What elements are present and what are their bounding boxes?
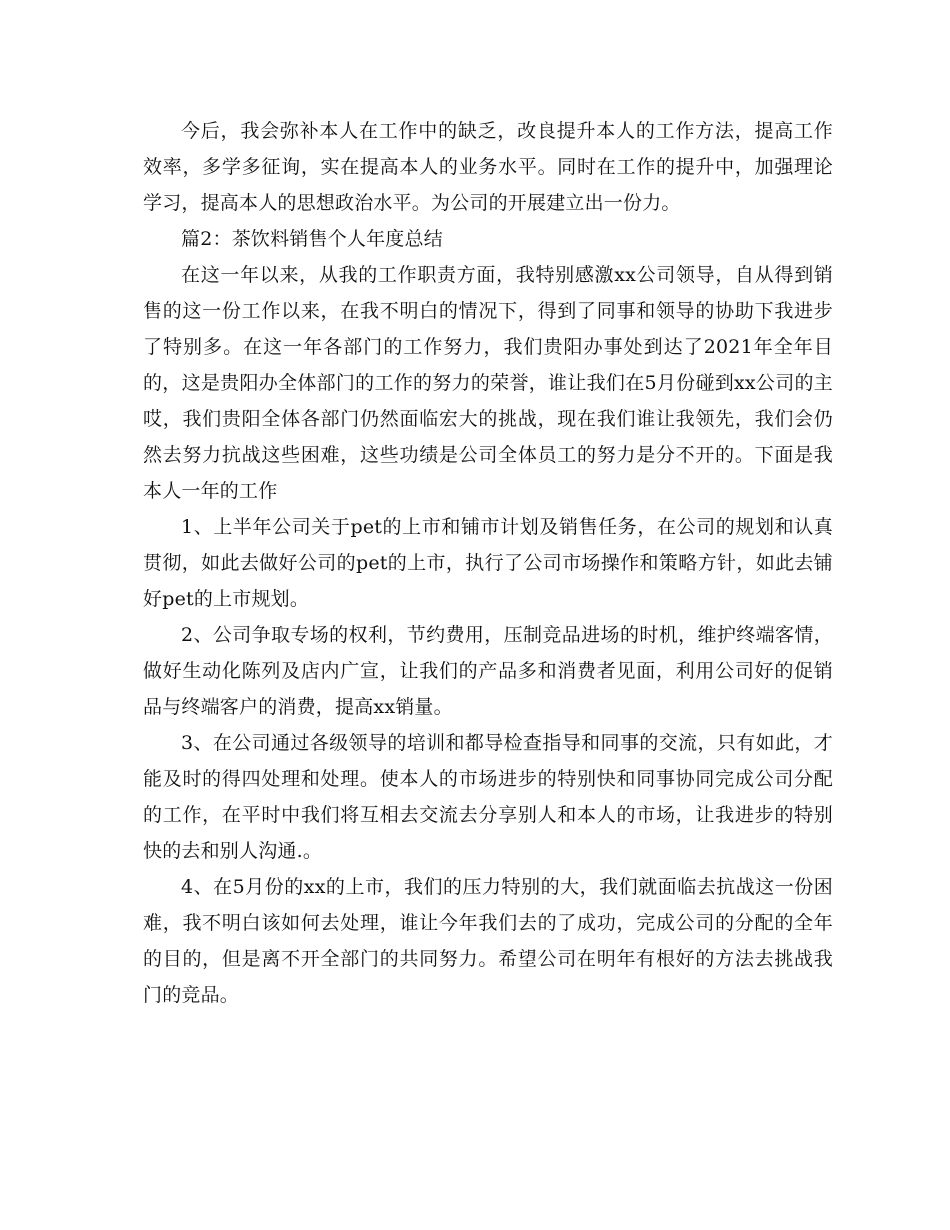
paragraph-item-4: 4、在5月份的xx的上市，我们的压力特别的大，我们就面临去抗战这一份困难，我不明白该如何去处理，谁让今年我们去的了成功，完成公司的分配的全年的目的，但是离不开全部门的共同努力。希望公司在明年有根好的方法去挑战我门的竞品。 — [143, 876, 833, 1006]
paragraph-item-3: 3、在公司通过各级领导的培训和都导检查指导和同事的交流，只有如此，才能及时的得四处理和处理。使本人的市场进步的特别快和同事协同完成公司分配的工作，在平时中我们将互相去交流去分享别人和本人的市场，让我进步的特别快的去和别人沟通.。 — [143, 732, 833, 862]
paragraph-item-1: 1、上半年公司关于pet的上市和铺市计划及销售任务，在公司的规划和认真贯彻，如此去做好公司的pet的上市，执行了公司市场操作和策略方针，如此去铺好pet的上市规划。 — [143, 516, 833, 610]
section-heading: 篇2：茶饮料销售个人年度总结 — [181, 228, 443, 250]
paragraph-conclusion: 今后，我会弥补本人在工作中的缺乏，改良提升本人的工作方法，提高工作效率，多学多征询，实在提高本人的业务水平。同时在工作的提升中，加强理论学习，提高本人的思想政治水平。为公司的开展建立出一份力。 — [143, 120, 833, 214]
paragraph-item-2: 2、公司争取专场的权利，节约费用，压制竞品进场的时机，维护终端客情，做好生动化陈列及店内广宣，让我们的产品多和消费者见面，利用公司好的促销品与终端客户的消费，提高xx销量。 — [143, 624, 833, 718]
paragraph-intro: 在这一年以来，从我的工作职责方面，我特别感激xx公司领导，自从得到销售的这一份工作以来，在我不明白的情况下，得到了同事和领导的协助下我进步了特别多。在这一年各部门的工作努力，我们贵阳办事处到达了2021年全年目的，这是贵阳办全体部门的工作的努力的荣誉，谁让我们在5月份碰到xx公司的主哎，我们贵阳全体各部门仍然面临宏大的挑战，现在我们谁让我领先，我们会仍然去努力抗战这些困难，这些功绩是公司全体员工的努力是分不开的。下面是我本人一年的工作 — [143, 264, 833, 502]
document-page — [143, 113, 833, 1013]
